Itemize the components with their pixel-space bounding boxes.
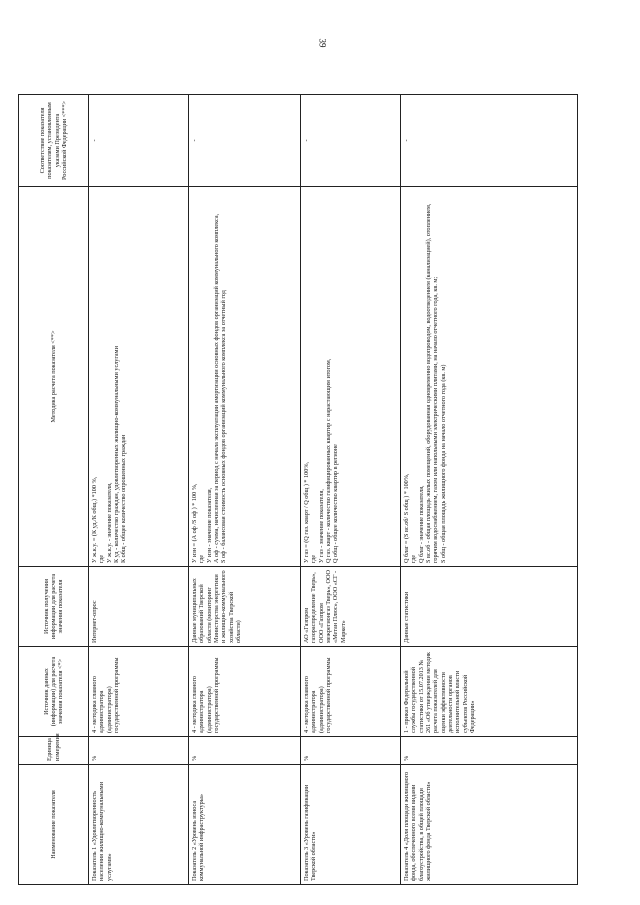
cell-match: - — [401, 95, 578, 187]
cell-source: 4 - методика главного администратора (администратора) государственной программы — [301, 647, 401, 737]
cell-source: 4 - методика главного администратора (администратора) государственной программы — [189, 647, 301, 737]
page-number: 39 — [317, 38, 328, 48]
cell-name: Показатель 4 «Доля площади жилищного фонда, обеспеченного всеми видами благоустройства, в общей площади жилищного фонда Тверской области» — [401, 765, 578, 885]
cell-method: Q благ = (S вс.об/ S общ ) * 100%, где Q благ - значение показателя, S вс.об - общая площадь жилых помещений, оборудованная одновременно водопроводом, водоотведением (канализацией), отоплением, горячим водоснабжением, газом или напольными электрическими плитами, на начало отчетного года, кв. м; S общ - общая площадь жилищного фонда на начало отчетного года (кв. м) — [401, 187, 578, 567]
header-method: Методика расчета показателя <**> — [19, 187, 89, 567]
cell-name: Показатель 2 «Уровень износа коммунальной инфраструктуры» — [189, 765, 301, 885]
landscape-page — [18, 95, 578, 885]
cell-name: Показатель 3 «Уровень газификации Тверской области» — [301, 765, 401, 885]
cell-info-source: Данные статистики — [401, 567, 578, 647]
header-info-source: Источник получения информации для расчета значения показателя — [19, 567, 89, 647]
cell-unit: % — [189, 737, 301, 765]
cell-info-source: Интернет-опрос — [89, 567, 189, 647]
cell-info-source: Данные муниципальных образований Тверской области (мониторинг Министерства энергетики и жилищно-коммунального хозяйства Тверской области) — [189, 567, 301, 647]
cell-method: У ж.к.у. = (К уд./К общ.) *100 %, где У ж.к.у. - значение показателя, К уд - количество граждан, удовлетворенных жилищно-коммунальными услугами К общ - общее количество опрошенных граждан — [89, 187, 189, 567]
cell-method: У изн = (А оф /S оф ) * 100 %, где У изн - значение показателя, А оф - сумма, начисленная за период с начала эксплуатации амортизации основных фондов организаций коммунального комплекса, S оф - балансовая стоимость основных фондов организаций коммунального комплекса за отчетный год — [189, 187, 301, 567]
header-name: Наименование показателя — [19, 765, 89, 885]
header-unit: Единица измерения — [19, 737, 89, 765]
cell-match: - — [301, 95, 401, 187]
header-source: Источник данных (информации) для расчета значения показателя <*> — [19, 647, 89, 737]
table-row — [89, 95, 189, 885]
table-header-row — [19, 95, 89, 885]
cell-unit: % — [301, 737, 401, 765]
cell-source: 1 - приказ Федеральной службы государственной статистики от 15.07.2013 № 261 «Об утверждении методик расчета показателей для оценки эффективности деятельности органов исполнительной власти субъектов Российской Федерации» — [401, 647, 578, 737]
cell-match: - — [89, 95, 189, 187]
table-row — [301, 95, 401, 885]
cell-source: 4 - методика главного администратора (администратора) государственной программы — [89, 647, 189, 737]
table-row — [401, 95, 578, 885]
cell-unit: % — [89, 737, 189, 765]
indicators-table — [18, 94, 578, 885]
cell-match: - — [189, 95, 301, 187]
cell-name: Показатель 1 «Удовлетворенность населения жилищно-коммунальными услугами» — [89, 765, 189, 885]
cell-info-source: АО «Газпром газораспределение Тверь», ООО «Газпром межрегионгаз Тверь», ООО «Метан Плюс», ООО «СГ - Маркет» — [301, 567, 401, 647]
rotated-table-area — [18, 95, 578, 885]
cell-method: У газ = (Q газ. кварт / Q общ ) * 100%, где У газ - значение показателя, Q газ. кварт - количество газифицированных квартир с нарастающим итогом, Q общ - общее количество квартир в регионе — [301, 187, 401, 567]
table-row — [189, 95, 301, 885]
header-match: Соответствие показателя показателям, установленным указами Президента Российской Федерации <***> — [19, 95, 89, 187]
cell-unit: % — [401, 737, 578, 765]
